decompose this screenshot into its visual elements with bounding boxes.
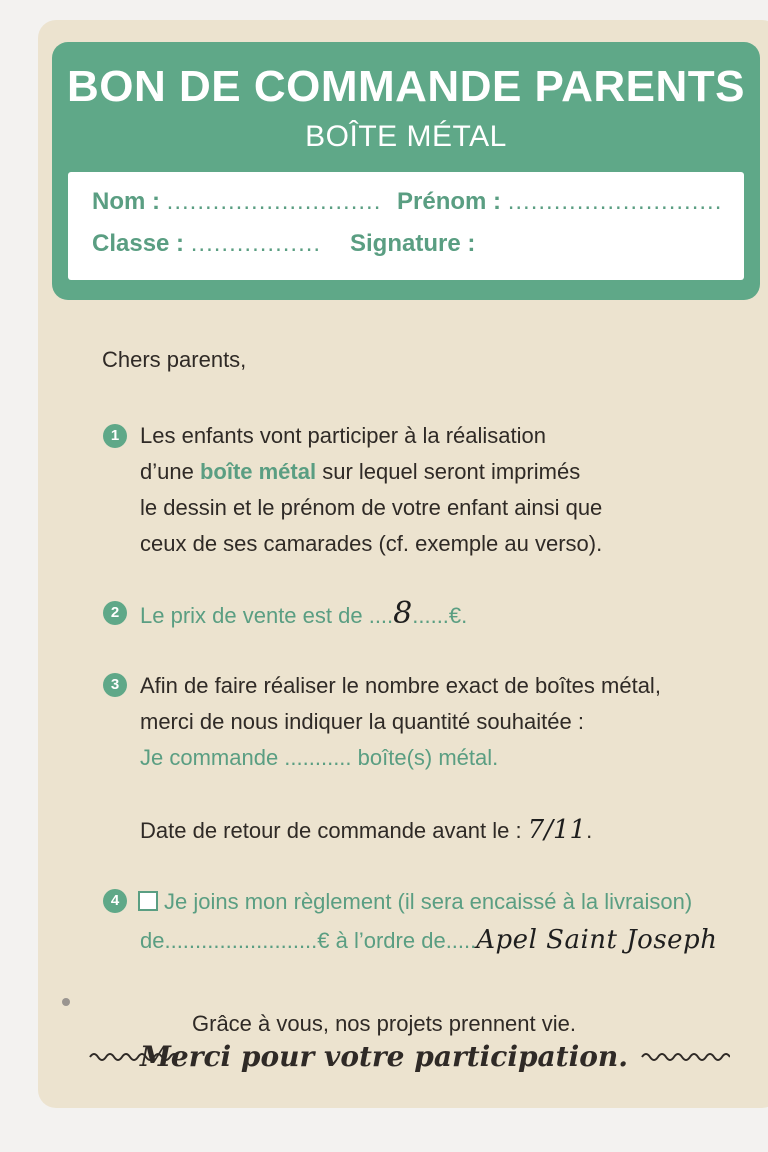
left-squiggle-decoration <box>88 1050 178 1064</box>
handwritten-payee: Apel Saint Joseph <box>476 925 718 955</box>
scan-mark <box>62 998 70 1006</box>
price-text-post: ......€. <box>412 603 468 628</box>
item1-line3: le dessin et le prénom de votre enfant ainsi que <box>140 495 603 520</box>
item1-line2-pre: d’une <box>140 459 200 484</box>
return-date-label: Date de retour de commande avant le : <box>140 818 528 843</box>
nom-blank: ............................ <box>166 188 382 215</box>
return-date-line <box>140 812 592 849</box>
price-line <box>140 596 467 634</box>
step-1-badge: 1 <box>103 424 127 448</box>
greeting: Chers parents, <box>102 347 247 372</box>
payment-checkbox[interactable] <box>138 891 158 911</box>
item3-line1: Afin de faire réaliser le nombre exact de boîtes métal, <box>140 673 661 698</box>
payment-text: Je joins mon règlement (il sera encaissé à la livraison) <box>164 889 693 914</box>
prenom-label: Prénom : <box>397 188 502 215</box>
item1-line4: ceux de ses camarades (cf. exemple au verso). <box>140 531 603 556</box>
item3-line2: merci de nous indiquer la quantité souhaitée : <box>140 709 584 734</box>
payee-text: de.........................€ à l’ordre de..... <box>140 928 477 953</box>
right-squiggle-decoration <box>640 1050 730 1064</box>
item1-line2 <box>140 454 580 490</box>
step-2-badge: 2 <box>103 601 127 625</box>
step-3-badge: 3 <box>103 673 127 697</box>
classe-blank: ................. <box>190 230 322 257</box>
price-text-pre: Le prix de vente est de .... <box>140 603 394 628</box>
nom-label: Nom : <box>92 188 160 215</box>
handwritten-price: 8 <box>393 596 413 631</box>
payee-line <box>140 922 717 959</box>
classe-label: Classe : <box>92 230 185 257</box>
handwritten-date: 7/11 <box>527 815 587 845</box>
prenom-field[interactable] <box>397 188 722 216</box>
order-quantity-line[interactable]: Je commande ........... boîte(s) métal. <box>140 745 499 770</box>
closing-line: Grâce à vous, nos projets prennent vie. <box>192 1011 576 1036</box>
item1-line1: Les enfants vont participer à la réalisation <box>140 423 547 448</box>
nom-field[interactable] <box>92 188 381 216</box>
form-title: BON DE COMMANDE PARENTS <box>66 62 746 111</box>
prenom-blank: ............................ <box>507 188 723 215</box>
classe-field[interactable] <box>92 230 321 258</box>
form-subtitle: BOÎTE MÉTAL <box>305 120 507 153</box>
item1-line2-post: sur lequel seront imprimés <box>316 459 581 484</box>
thanks-text: Merci pour votre participation. <box>139 1040 629 1073</box>
return-date-end: . <box>586 818 593 843</box>
signature-label: Signature : <box>350 230 476 257</box>
step-4-badge: 4 <box>103 889 127 913</box>
signature-field[interactable] <box>350 230 475 258</box>
item1-highlight: boîte métal <box>199 459 317 484</box>
payment-line <box>138 884 692 920</box>
